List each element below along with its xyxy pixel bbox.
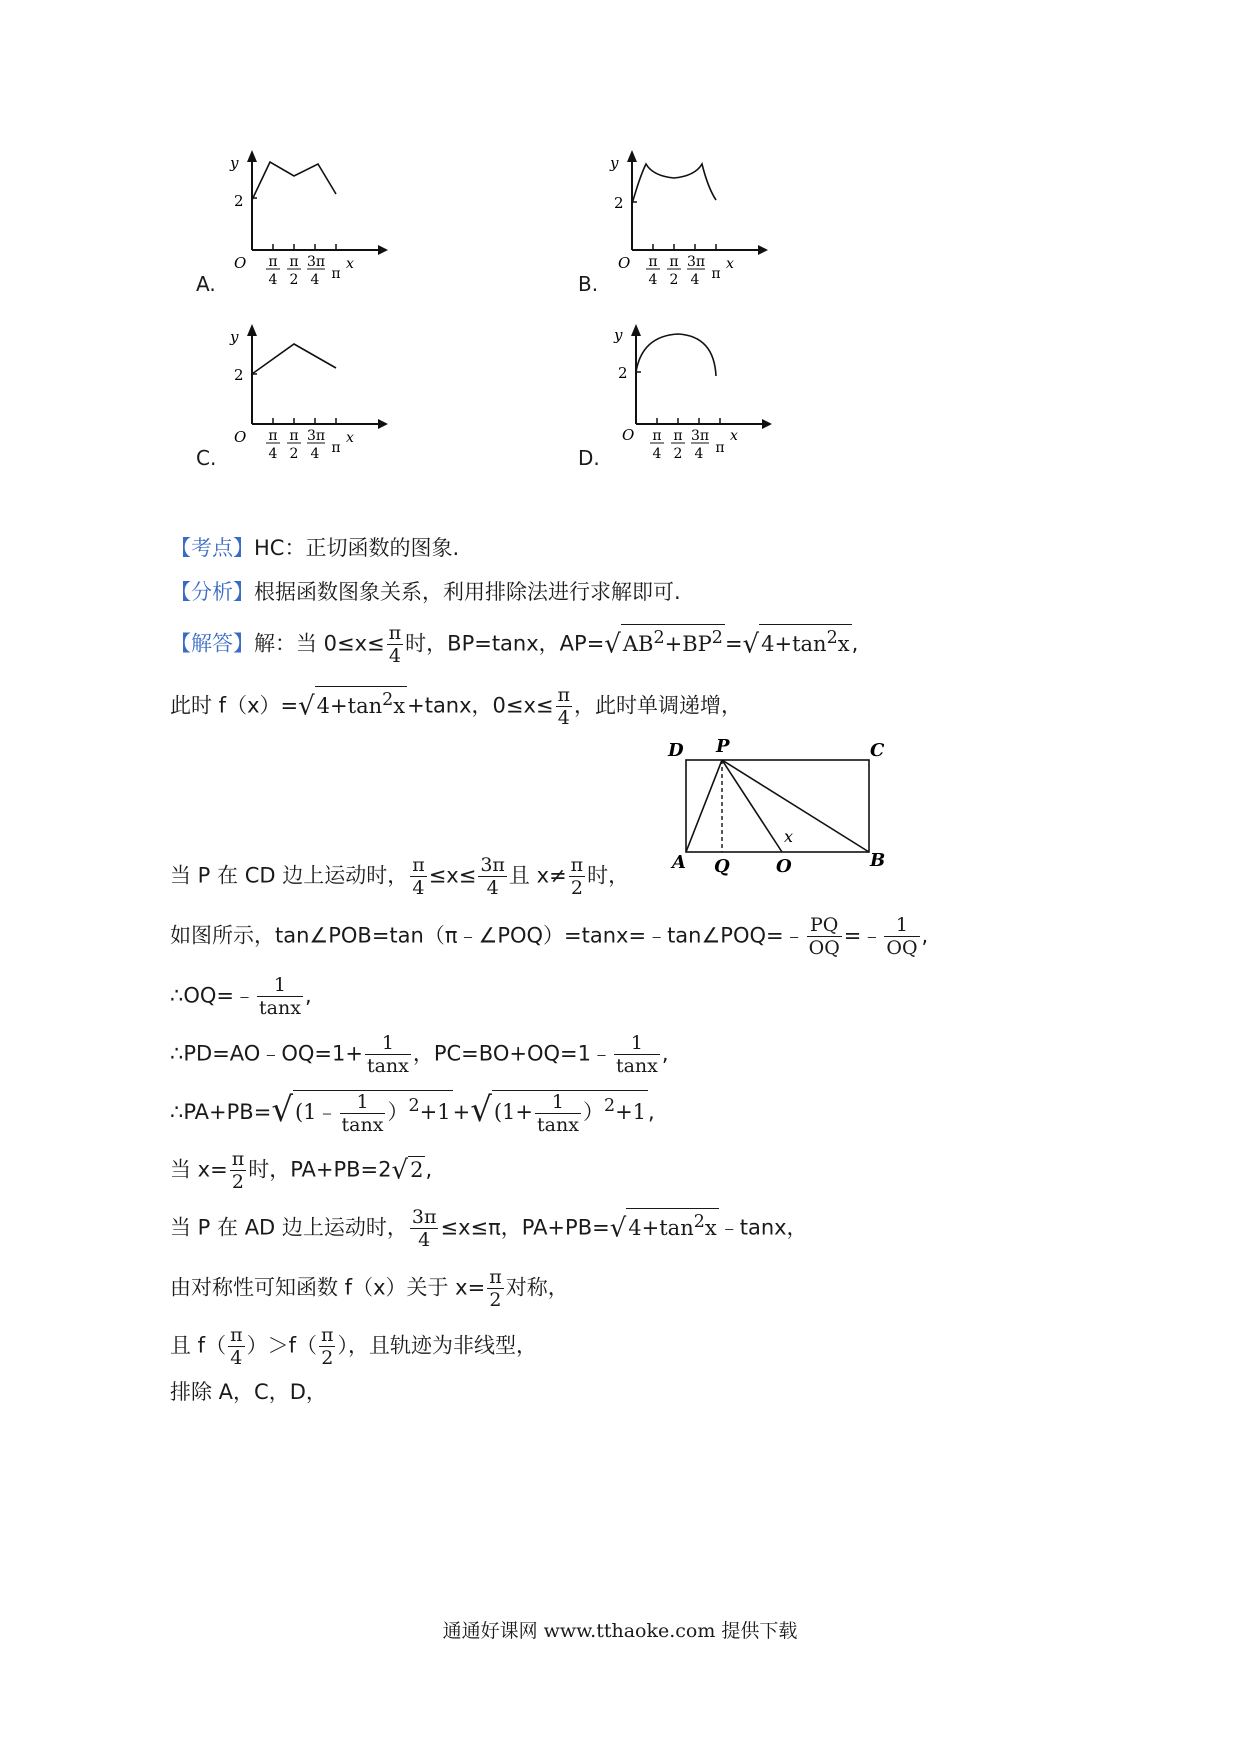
svg-text:2: 2 xyxy=(673,446,683,462)
point-label: B xyxy=(870,850,886,871)
svg-text:y: y xyxy=(614,326,623,344)
y-tick-label: 2 xyxy=(234,192,244,210)
fenxi-line xyxy=(170,578,681,606)
svg-text:y: y xyxy=(230,328,239,346)
fraction: $\frac{\pi}{2}$ xyxy=(489,1266,502,1311)
graph-b xyxy=(608,148,768,290)
svg-text:π: π xyxy=(648,254,658,270)
svg-text:π: π xyxy=(289,428,299,444)
point-label: P xyxy=(716,736,730,757)
svg-text:4: 4 xyxy=(652,446,662,462)
option-label: D. xyxy=(578,446,600,470)
svg-text:2: 2 xyxy=(234,366,244,384)
svg-text:2: 2 xyxy=(614,194,624,212)
fenxi-tag: 【分析】 xyxy=(170,580,254,604)
solution-line-2: 此时 $f(x)=√4+\tan^2x+\tan x$，0≤x≤ $\frac{\pi}{4}$ ，此时单调递增， xyxy=(170,684,743,729)
origin-label: O xyxy=(234,254,247,272)
page-footer: 通通好课网 www.tthaoke.com 提供下载 xyxy=(442,1620,798,1642)
fenxi-text: 根据函数图象关系，利用排除法进行求解即可. xyxy=(254,580,681,604)
svg-text:3π: 3π xyxy=(306,428,326,444)
graph-c xyxy=(228,322,388,464)
jieda-tag: 【解答】 xyxy=(170,631,254,656)
curve-c xyxy=(252,344,336,374)
svg-text:4: 4 xyxy=(690,272,700,288)
angle-label: x xyxy=(784,827,794,846)
svg-text:4: 4 xyxy=(310,272,320,288)
svg-text:O: O xyxy=(618,254,631,272)
solution-line-4: 如图所示，tan∠POB=tan（π﹣∠POQ）=tanx=﹣tan∠POQ=﹣ $\frac{PQ}{OQ}$ =﹣ $\frac{1}{OQ}$ , xyxy=(170,914,929,959)
option-label: C. xyxy=(196,446,217,470)
fraction: $\frac{\pi}{2}$ xyxy=(570,854,584,899)
svg-text:π: π xyxy=(268,254,278,270)
solution-line-9: 当 P 在 AD 边上运动时， $\frac{3\pi}{4}$ ≤x≤π，$PA+PB=√4+\tan^2x﹣\tan x$， xyxy=(170,1206,808,1251)
x-axis-label: x xyxy=(346,256,354,272)
graph-d xyxy=(612,322,772,464)
fraction: $\frac{3\pi}{4}$ xyxy=(411,1206,437,1251)
svg-text:x: x xyxy=(726,256,734,272)
point-label: C xyxy=(870,740,885,761)
solution-line-11: 且 f（ $\frac{\pi}{4}$ ）＞f（ $\frac{\pi}{2}$ ），且轨迹为非线型， xyxy=(170,1324,537,1369)
svg-text:O: O xyxy=(622,426,635,444)
rectangle-figure xyxy=(664,736,896,880)
point-label: D xyxy=(668,740,684,761)
solution-line-6: ∴PD=AO﹣OQ=1+ $\frac{1}{\tan x}$ ，PC=BO+OQ=1﹣ $\frac{1}{\tan x}$ , xyxy=(170,1032,669,1077)
fraction: $\frac{\pi}{4}$ xyxy=(412,854,425,899)
fraction: $\frac{1}{\tan x}$ xyxy=(259,974,301,1019)
svg-text:π: π xyxy=(715,440,725,456)
svg-text:3π: 3π xyxy=(686,254,706,270)
svg-text:2: 2 xyxy=(289,446,299,462)
svg-text:π: π xyxy=(673,428,683,444)
kaodian-line xyxy=(170,534,459,562)
option-label: B. xyxy=(578,272,599,296)
svg-text:2: 2 xyxy=(669,272,679,288)
svg-text:O: O xyxy=(234,428,247,446)
y-axis-label: y xyxy=(230,154,239,172)
svg-text:4: 4 xyxy=(648,272,658,288)
fraction: $\frac{\pi}{4}$ xyxy=(230,1324,243,1369)
svg-text:π: π xyxy=(669,254,679,270)
sqrt-expr: $4+\tan^2x$ xyxy=(626,1208,718,1241)
sqrt-expr: $4+\tan^2x$ xyxy=(759,624,851,657)
fraction: $\frac{3\pi}{4}$ xyxy=(480,854,505,899)
fraction: $\frac{PQ}{OQ}$ xyxy=(808,914,840,959)
solution-line-12: 排除 A，C，D， xyxy=(170,1380,327,1404)
svg-text:π: π xyxy=(331,440,341,456)
kaodian-text: HC：正切函数的图象. xyxy=(254,536,460,560)
curve-a xyxy=(252,162,336,200)
option-label: A. xyxy=(196,272,216,296)
point-label: Q xyxy=(714,856,730,877)
point-label: O xyxy=(776,856,792,877)
sqrt-expr: $4+\tan^2x$ xyxy=(315,686,407,719)
svg-text:2: 2 xyxy=(618,364,628,382)
sqrt-expr: (1+ $\frac{1}{\tan x}$ ）$^2$+1 xyxy=(493,1091,647,1136)
svg-text:y: y xyxy=(610,154,619,172)
fraction: $\frac{1}{\tan x}$ xyxy=(615,1032,658,1077)
point-label: A xyxy=(672,852,686,873)
fraction: $\frac{\pi}{2}$ xyxy=(231,1148,245,1193)
fraction: $\frac{1}{OQ}$ xyxy=(886,914,918,959)
curve-b xyxy=(632,164,716,204)
svg-text:4: 4 xyxy=(310,446,320,462)
svg-text:x: x xyxy=(346,430,354,446)
graph-a xyxy=(228,148,388,290)
svg-text:π: π xyxy=(711,266,721,282)
svg-text:3π: 3π xyxy=(690,428,710,444)
svg-text:2: 2 xyxy=(289,272,299,288)
solution-line-7: ∴PA+PB=√(1﹣ $\frac{1}{\tan x}$ ）$^2$+1+√(1+ $\frac{1}{\tan x}$ ）$^2$+1, xyxy=(170,1090,655,1136)
fraction: $\frac{1}{\tan x}$ xyxy=(366,1032,409,1077)
sqrt-expr: (1﹣ $\frac{1}{\tan x}$ ）$^2$+1 xyxy=(294,1091,451,1136)
svg-text:π: π xyxy=(331,266,341,282)
solution-line-8: 当 x= $\frac{\pi}{2}$ 时，PA+PB=2√2, xyxy=(170,1148,433,1193)
solution-line-1: 【解答】解：当 0≤x≤ $\frac{\pi}{4}$ 时，BP=tanx，$AP=√AB^2+BP^2=√4+\tan^2x$, xyxy=(170,622,859,667)
sqrt-expr: $AB^2+BP^2$ xyxy=(621,624,725,657)
solution-line-3: 当 P 在 CD 边上运动时， $\frac{\pi}{4}$ ≤x≤ $\frac{3\pi}{4}$ 且 x≠ $\frac{\pi}{2}$ 时， xyxy=(170,854,630,899)
curve-d xyxy=(636,334,716,376)
svg-text:π: π xyxy=(289,254,299,270)
fraction: $\frac{\pi}{4}$ xyxy=(557,684,571,729)
kaodian-tag: 【考点】 xyxy=(170,536,254,560)
svg-text:3π: 3π xyxy=(306,254,326,270)
svg-text:4: 4 xyxy=(694,446,704,462)
fraction: $\frac{\pi}{4}$ xyxy=(388,622,402,667)
svg-text:x: x xyxy=(730,428,738,444)
solution-line-5: ∴OQ=﹣ $\frac{1}{\tan x}$ , xyxy=(170,974,312,1019)
svg-text:4: 4 xyxy=(268,446,278,462)
solution-line-10: 由对称性可知函数 f（x）关于 x= $\frac{\pi}{2}$ 对称， xyxy=(170,1266,569,1311)
svg-text:π: π xyxy=(268,428,278,444)
svg-text:π: π xyxy=(652,428,662,444)
fraction: $\frac{\pi}{2}$ xyxy=(320,1324,334,1369)
svg-text:4: 4 xyxy=(268,272,278,288)
